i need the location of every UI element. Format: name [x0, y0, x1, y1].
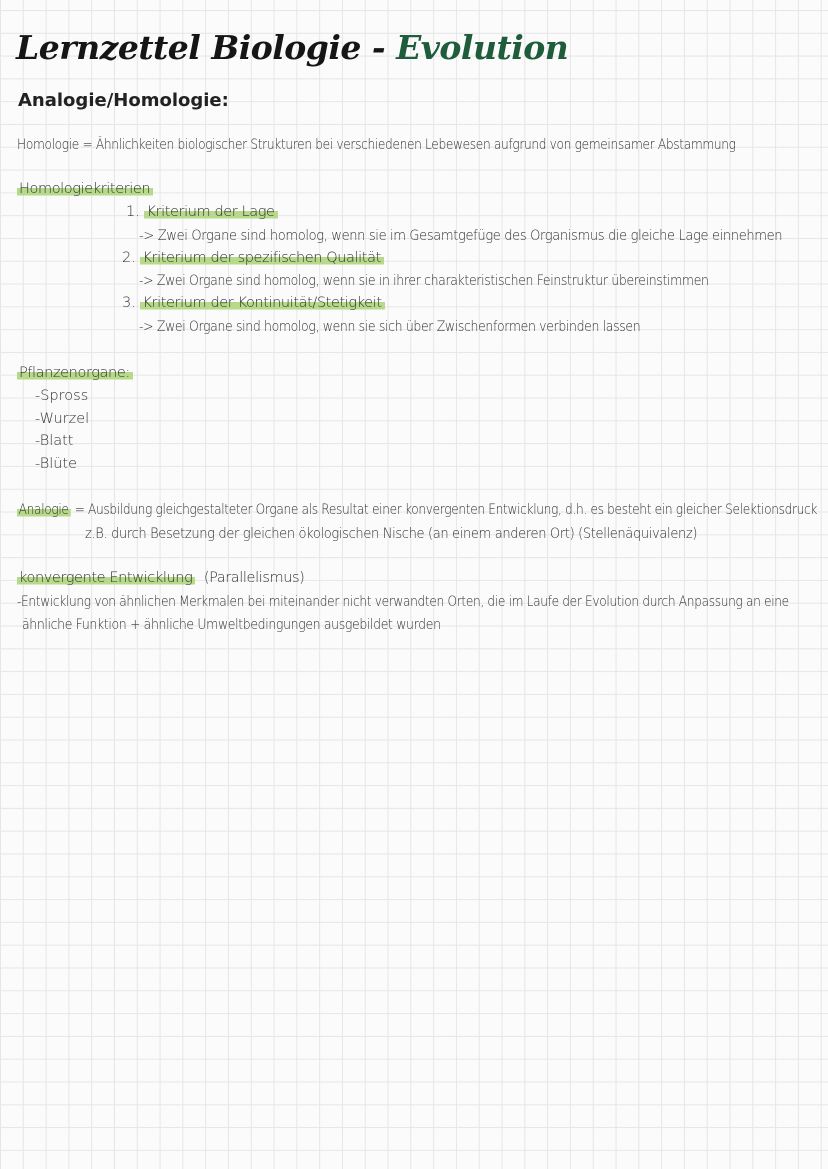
kriterium-1-desc: -> Zwei Organe sind homolog, wenn sie im Gesamtgefüge des Organismus die gleiche Lage einnehmen	[139, 228, 783, 244]
pflanzenorgan-item: -Spross	[35, 388, 89, 404]
konvergente-heading: konvergente Entwicklung (Parallelismus)	[19, 570, 305, 586]
homologie-definition: Homologie = Ähnlichkeiten biologischer Strukturen bei verschiedenen Lebewesen aufgrund von gemeinsamer Abstammung	[17, 137, 736, 153]
kriterium-2-desc: -> Zwei Organe sind homolog, wenn sie in ihrer charakteristischen Feinstruktur übereinstimmen	[139, 273, 709, 289]
pflanzenorgan-item: -Blüte	[35, 456, 78, 472]
title-accent: Evolution	[396, 28, 569, 67]
analogie-term: Analogie	[17, 502, 71, 518]
konvergente-line-1: -Entwicklung von ähnlichen Merkmalen bei miteinander nicht verwandten Orten, die im Laufe der Evolution durch Anpassung an eine	[17, 594, 789, 610]
pflanzenorgan-item: -Wurzel	[35, 411, 90, 427]
analogie-example: z.B. durch Besetzung der gleichen ökologischen Nische (an einem anderen Ort) (Stellenäquivalenz)	[85, 526, 698, 542]
pflanzenorgane-heading: Pflanzenorgane:	[17, 365, 133, 381]
konvergente-line-2: ähnliche Funktion + ähnliche Umweltbedingungen ausgebildet wurden	[22, 617, 441, 633]
kriterium-3: 3. Kriterium der Kontinuität/Stetigkeit	[122, 295, 385, 311]
kriterium-2: 2. Kriterium der spezifischen Qualität	[122, 250, 384, 266]
pflanzenorgan-item: -Blatt	[35, 433, 74, 449]
konvergente-term: konvergente Entwicklung	[17, 570, 195, 586]
section-heading-analogie-homologie: Analogie/Homologie:	[18, 90, 229, 111]
page-title	[16, 28, 568, 67]
kriterium-1: 1. Kriterium der Lage	[126, 204, 278, 220]
kriterium-3-desc: -> Zwei Organe sind homolog, wenn sie sich über Zwischenformen verbinden lassen	[139, 319, 641, 335]
analogie-definition: Analogie = Ausbildung gleichgestalteter Organe als Resultat einer konvergenten Entwicklung, d.h. es besteht ein gleicher Selektionsdruck	[18, 502, 818, 518]
homologiekriterien-heading: Homologiekriterien	[17, 181, 153, 197]
title-main: Lernzettel Biologie -	[16, 28, 397, 67]
